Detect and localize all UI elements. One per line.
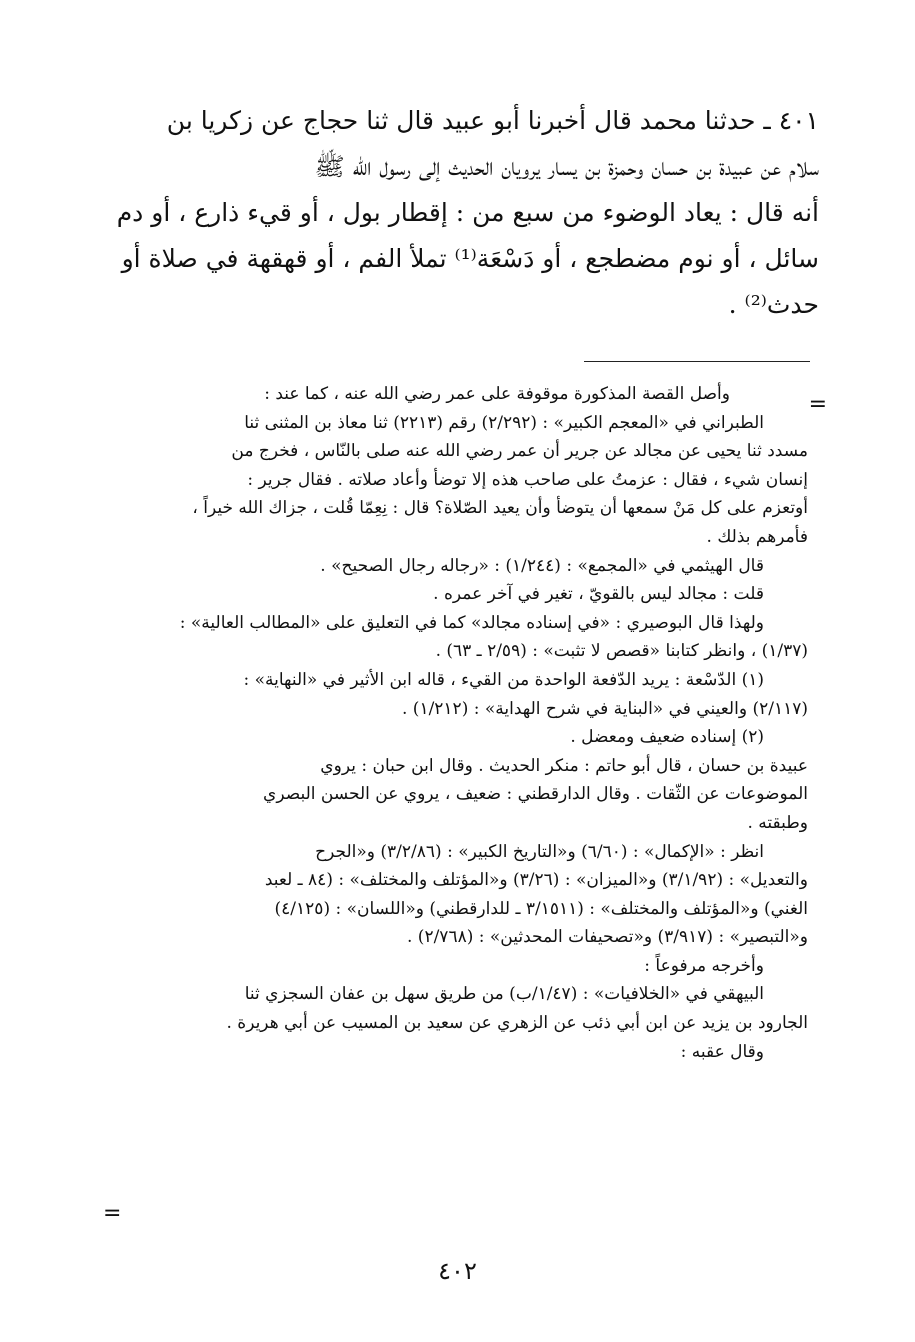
continuation-mark-bottom: =	[103, 1201, 122, 1226]
footnote-line: (١) الدّسْعة : يريد الدّفعة الواحدة من القيء ، قاله ابن الأثير في «النهاية» :	[243, 669, 764, 690]
footnote-line: (٢/١١٧) والعيني في «البناية في شرح الهداية» : (١/٢١٢) .	[401, 698, 808, 719]
footnote-line: الجارود بن يزيد عن ابن أبي ذئب عن الزهري عن سعيد بن المسيب عن أبي هريرة .	[226, 1013, 808, 1034]
footnote-line: (٢) إسناده ضعيف ومعضل .	[570, 727, 764, 748]
main-line: حدث⁽²⁾ .	[728, 290, 819, 319]
footnote-line: البيهقي في «الخلافيات» : (١/٤٧/ب) من طريق سهل بن عفان السجزي ثنا	[244, 984, 764, 1005]
footnote-line: إنسان شيء ، فقال : عزمتُ على صاحب هذه إلا توضأ وأعاد صلاته . فقال جرير :	[247, 469, 808, 490]
footnotes-block	[108, 380, 808, 1066]
footnote-line: الغني) و«المؤتلف والمختلف» : (٣/١٥١١ ـ للدارقطني) و«اللسان» : (٤/١٢٥)	[274, 898, 808, 919]
footnote-line: و«التبصير» : (٣/٩١٧) و«تصحيفات المحدثين» : (٢/٧٦٨) .	[407, 927, 808, 948]
footnote-line: وأخرجه مرفوعاً :	[644, 955, 764, 976]
footnote-line: ولهذا قال البوصيري : «في إسناده مجالد» كما في التعليق على «المطالب العالية» :	[179, 612, 764, 633]
footnote-line: قلت : مجالد ليس بالقويّ ، تغير في آخر عمره .	[433, 584, 764, 605]
main-line: سائل ، أو نوم مضطجع ، أو دَسْعَة⁽¹⁾ تملأ الفم ، أو قهقهة في صلاة أو	[121, 244, 819, 273]
footnote-separator	[584, 361, 810, 362]
footnote-line: أوتعزم على كل مَنْ سمعها أن يتوضأ وأن يعيد الصّلاة؟ قال : نِعِمّا قُلت ، جزاك الله خيراً ،	[192, 498, 808, 519]
footnote-line: وقال عقبه :	[680, 1041, 764, 1062]
footnote-line: وأصل القصة المذكورة موقوفة على عمر رضي الله عنه ، كما عند :	[264, 384, 730, 404]
main-hadith-text	[106, 98, 819, 328]
footnote-line: (١/٣٧) ، وانظر كتابنا «قصص لا تثبت» : (٢/٥٩ ـ ٦٣) .	[435, 641, 808, 662]
footnote-line: وطبقته .	[747, 812, 808, 833]
footnote-line: الموضوعات عن الثّقات . وقال الدارقطني : ضعيف ، يروي عن الحسن البصري	[263, 784, 808, 805]
footnote-line: عبيدة بن حسان ، قال أبو حاتم : منكر الحديث . وقال ابن حبان : يروي	[320, 755, 808, 776]
footnote-line: انظر : «الإكمال» : (٦/٦٠) و«التاريخ الكبير» : (٣/٢/٨٦) و«الجرح	[315, 841, 764, 862]
continuation-mark-top: =	[808, 392, 827, 417]
footnote-line: مسدد ثنا يحيى عن مجالد عن جرير أن عمر رضي الله عنه صلى بالنّاس ، فخرج من	[231, 441, 808, 462]
main-line: ٤٠١ ـ حدثنا محمد قال أخبرنا أبو عبيد قال ثنا حجاج عن زكريا بن	[166, 106, 819, 135]
footnote-line: الطبراني في «المعجم الكبير» : (٢/٢٩٢) رقم (٢٢١٣) ثنا معاذ بن المثنى ثنا	[244, 412, 764, 433]
footnote-line: والتعديل» : (٣/١/٩٢) و«الميزان» : (٣/٢٦) و«المؤتلف والمختلف» : (٨٤ ـ لعبد	[264, 870, 808, 891]
main-line: سلام عن عبيدة بن حسان وحمزة بن يسار يرويان الحديث إلى رسول الله ﷺ	[314, 152, 819, 181]
footnote-line: فأمرهم بذلك .	[706, 526, 808, 547]
main-line: أنه قال : يعاد الوضوء من سبع من : إقطار بول ، أو قيء ذارع ، أو دم	[116, 198, 819, 227]
footnote-line: قال الهيثمي في «المجمع» : (١/٢٤٤) : «رجاله رجال الصحيح» .	[320, 555, 764, 576]
page-number: ٤٠٢	[438, 1257, 477, 1285]
